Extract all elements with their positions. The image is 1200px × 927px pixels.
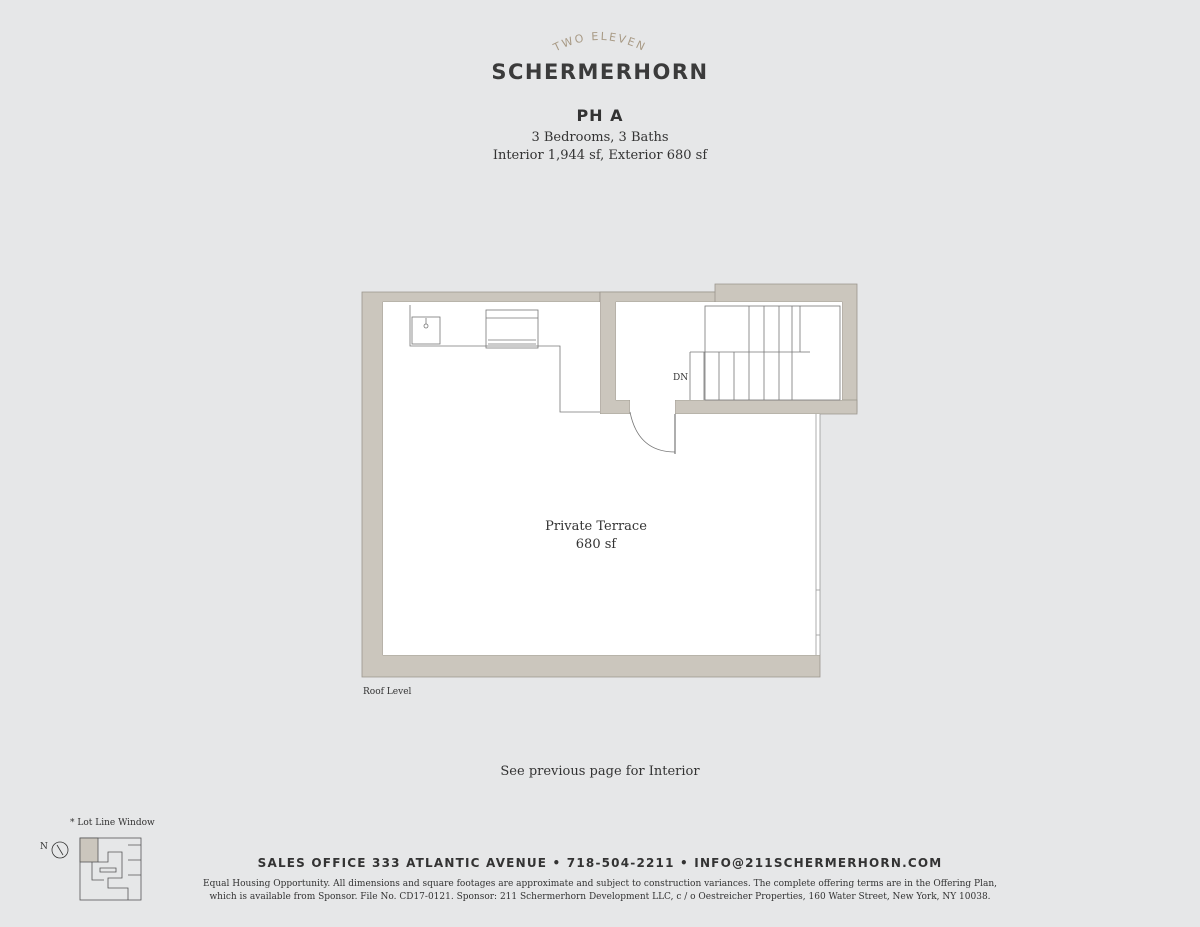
legal-disclaimer (200, 878, 1000, 904)
stair-label: DN (673, 373, 689, 383)
brand-tagline-arc (540, 22, 660, 62)
brand-name: SCHERMERHORN (491, 60, 709, 84)
brand-tagline: TWO ELEVEN (551, 29, 649, 55)
floor-plan (355, 280, 865, 685)
stair-bottom-wall (675, 400, 857, 414)
unit-name: PH A (576, 106, 624, 125)
terrace-name: Private Terrace (545, 519, 647, 534)
north-label: N (40, 842, 48, 852)
legal-line-1: Equal Housing Opportunity. All dimensions and square footages are approximate and subject to construction variances. The complete offering terms are in the Offering Plan, (203, 879, 997, 889)
terrace-area: 680 sf (575, 537, 617, 552)
interior-note: See previous page for Interior (500, 764, 700, 779)
sales-office-contact: SALES OFFICE 333 ATLANTIC AVENUE • 718-504-2211 • INFO@211SCHERMERHORN.COM (257, 856, 943, 870)
level-label: Roof Level (363, 687, 412, 697)
key-plan (38, 836, 148, 904)
unit-area: Interior 1,944 sf, Exterior 680 sf (492, 148, 708, 163)
svg-text:TWO ELEVEN (550, 30, 648, 55)
unit-rooms: 3 Bedrooms, 3 Baths (531, 130, 669, 145)
lot-line-legend: * Lot Line Window (70, 818, 155, 828)
legal-line-2: which is available from Sponsor. File No. CD17-0121. Sponsor: 211 Schermerhorn Development LLC, c / o Oestreicher Properties, 160 Water Street, New York, NY 10038. (209, 892, 991, 902)
